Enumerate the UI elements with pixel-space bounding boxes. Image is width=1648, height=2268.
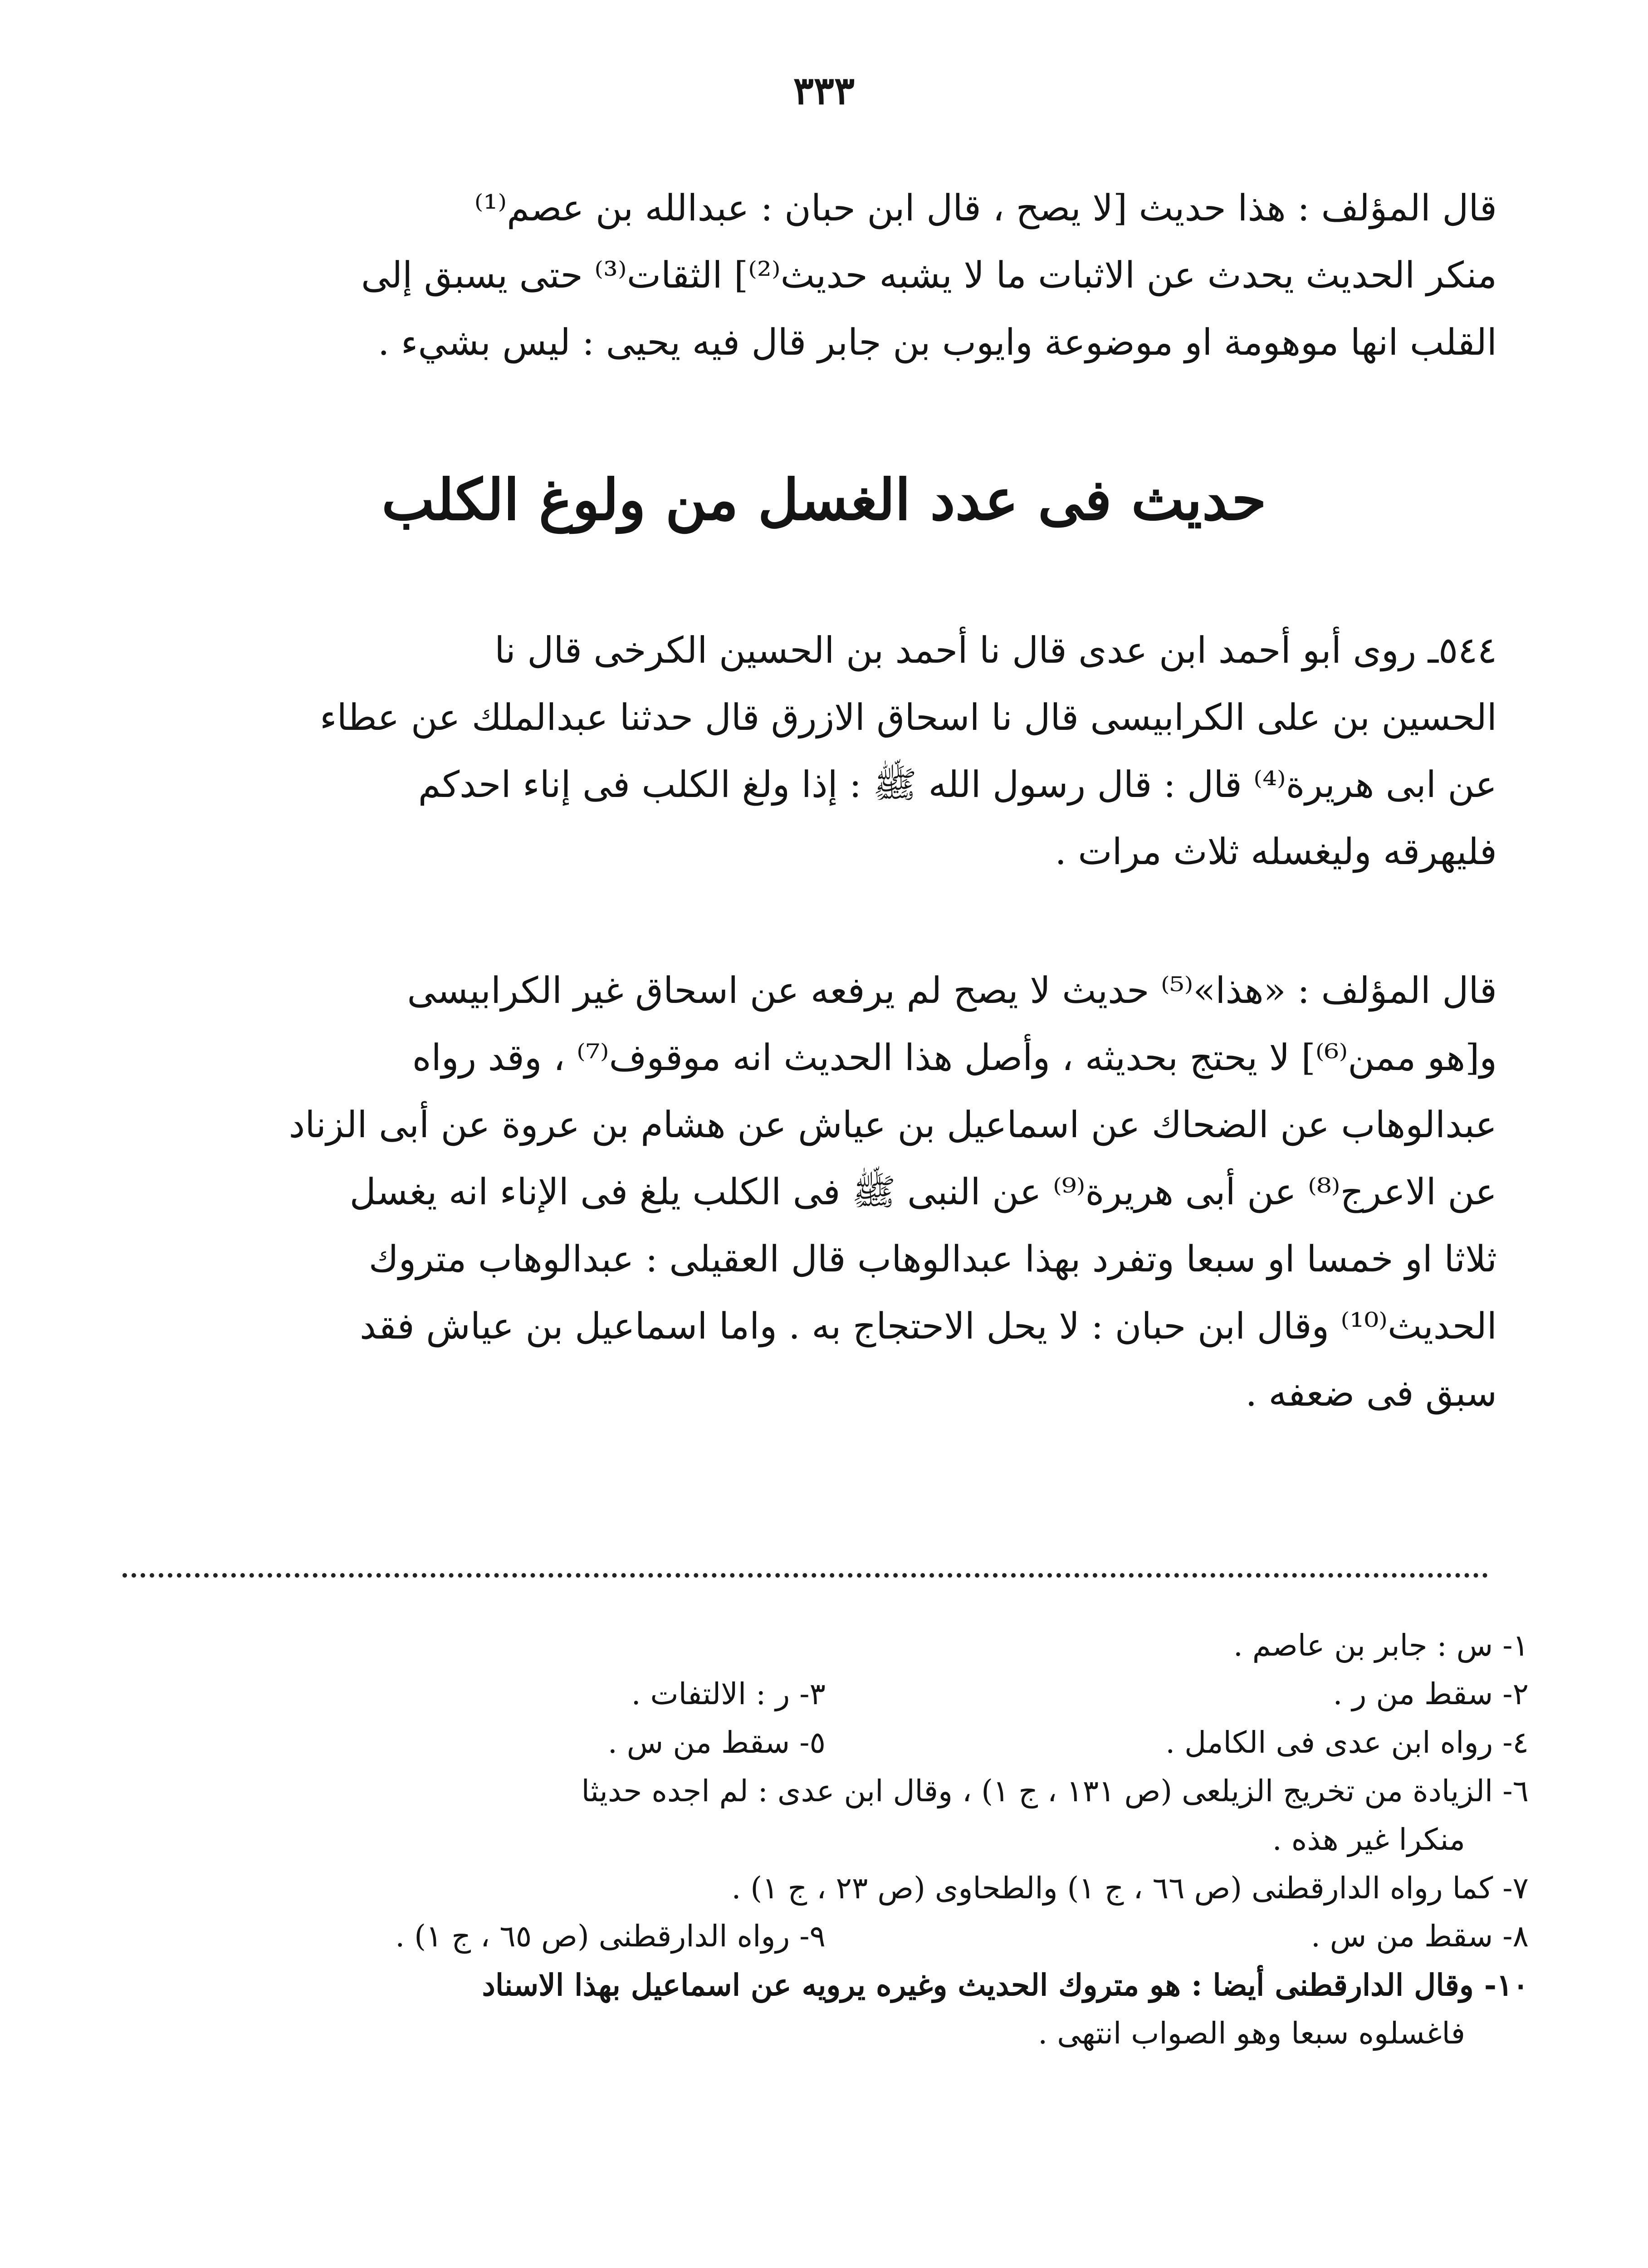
commentary-line: عبدالوهاب عن الضحاك عن اسماعيل بن عياش عن هشام بن عروة عن أبى الزناد <box>289 1104 1497 1146</box>
hadith-line: عن ابى هريرة⁽⁴⁾ قال : قال رسول الله ﷺ : إذا ولغ الكلب فى إناء احدكم <box>418 763 1497 806</box>
footnote-6-continuation: منكرا غير هذه . <box>1272 1822 1465 1857</box>
commentary-line: سبق فى ضعفه . <box>1245 1372 1497 1414</box>
footnote-2: ٢- سقط من ر . <box>1333 1676 1529 1711</box>
commentary-line: الحديث⁽¹⁰⁾ وقال ابن حبان : لا يحل الاحتجاج به . واما اسماعيل بن عياش فقد <box>360 1305 1497 1347</box>
hadith-line: الحسين بن على الكرابيسى قال نا اسحاق الازرق قال حدثنا عبدالملك عن عطاء <box>320 696 1497 738</box>
footnotes <box>122 1622 1529 2058</box>
footnote-6: ٦- الزيادة من تخريج الزيلعى (ص ١٣١ ، ج ١) ، وقال ابن عدى : لم اجده حديثا <box>581 1773 1529 1809</box>
hadith-paragraph <box>118 617 1497 885</box>
footnote-9: ٩- رواه الدارقطنى (ص ٦٥ ، ج ١) . <box>395 1919 826 1954</box>
footnote-8: ٨- سقط من س . <box>1311 1919 1529 1954</box>
intro-line: قال المؤلف : هذا حديث [لا يصح ، قال ابن حبان : عبدالله بن عصم⁽¹⁾ <box>474 187 1497 229</box>
page-number: ٣٣٣ <box>793 68 855 113</box>
intro-line: القلب انها موهومة او موضوعة وايوب بن جابر قال فيه يحيى : ليس بشيء . <box>378 321 1497 363</box>
commentary-paragraph <box>118 957 1497 1427</box>
commentary-line: ثلاثا او خمسا او سبعا وتفرد بهذا عبدالوهاب قال العقيلى : عبدالوهاب متروك <box>368 1238 1497 1280</box>
footnote-row <box>122 1912 1529 1961</box>
footnote-row <box>122 1670 1529 1719</box>
footnote-7: ٧- كما رواه الدارقطنى (ص ٦٦ ، ج ١) والطحاوى (ص ٢٣ ، ج ١) . <box>731 1870 1529 1906</box>
footnote-10: ١٠- وقال الدارقطنى أيضا : هو متروك الحديث وغيره يرويه عن اسماعيل بهذا الاسناد <box>482 1967 1529 2003</box>
footnote-row <box>122 1622 1529 1670</box>
footnote-5: ٥- سقط من س . <box>607 1725 826 1760</box>
hadith-line: فليهرقه وليغسله ثلاث مرات . <box>1055 831 1497 873</box>
commentary-line: قال المؤلف : «هذا»⁽⁵⁾ حديث لا يصح لم يرفعه عن اسحاق غير الكرابيسى <box>407 969 1497 1012</box>
footnote-4: ٤- رواه ابن عدى فى الكامل . <box>1165 1725 1529 1760</box>
footnote-divider <box>122 1573 1488 1578</box>
footnote-1: ١- س : جابر بن عاصم . <box>1233 1628 1529 1663</box>
footnote-row <box>122 1719 1529 1767</box>
commentary-line: و[هو ممن⁽⁶⁾] لا يحتج بحديثه ، وأصل هذا الحديث انه موقوف⁽⁷⁾ ، وقد رواه <box>412 1036 1497 1079</box>
footnote-3: ٣- ر : الالتفات . <box>631 1676 826 1711</box>
commentary-line: عن الاعرج⁽⁸⁾ عن أبى هريرة⁽⁹⁾ عن النبى ﷺ فى الكلب يلغ فى الإناء انه يغسل <box>349 1171 1497 1213</box>
footnote-10-continuation: فاغسلوه سبعا وهو الصواب انتهى . <box>1038 2016 1465 2051</box>
hadith-line: ٥٤٤ـ روى أبو أحمد ابن عدى قال نا أحمد بن الحسين الكرخى قال نا <box>494 629 1497 671</box>
intro-paragraph <box>118 175 1497 376</box>
intro-line: منكر الحديث يحدث عن الاثبات ما لا يشبه حديث⁽²⁾] الثقات⁽³⁾ حتى يسبق إلى <box>361 254 1497 296</box>
section-heading: حديث فى عدد الغسل من ولوغ الكلب <box>381 467 1267 533</box>
